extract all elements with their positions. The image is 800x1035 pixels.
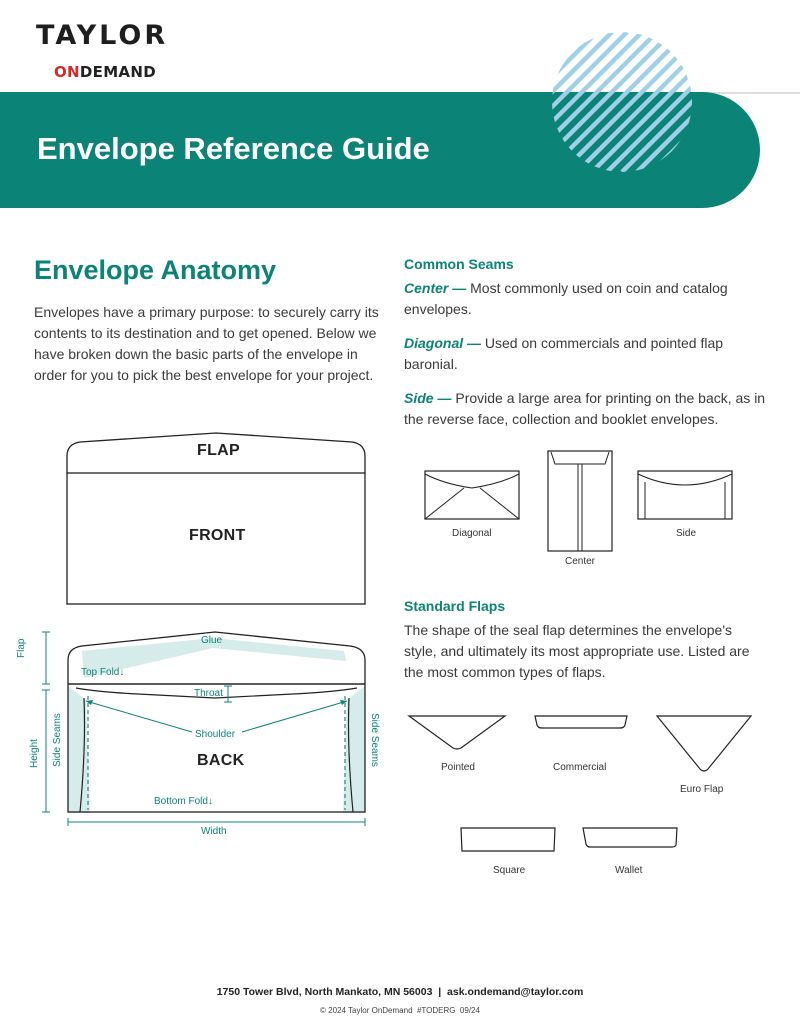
front-flap-label: FLAP — [197, 442, 240, 459]
square-label: Square — [493, 865, 526, 876]
front-label: FRONT — [189, 527, 246, 544]
anatomy-intro: Envelopes have a primary purpose: to securely carry its contents to its destination and to get opened. Below we have broken down the basic parts of the envelope in order for you to pick the best envelope for your project. — [34, 304, 379, 383]
seam-diagonal-text — [404, 333, 769, 375]
seam-side-text — [404, 388, 769, 430]
logo-on: ON — [54, 63, 80, 81]
flap-dimension-label: Flap — [16, 638, 27, 658]
footer-contact: 1750 Tower Blvd, North Mankato, MN 56003 | ask.ondemand@taylor.com — [216, 986, 584, 998]
seam-center-term: Center — — [404, 280, 467, 296]
back-label: BACK — [197, 752, 245, 769]
wallet-flap-diagram — [582, 827, 678, 849]
commercial-flap-diagram — [534, 715, 628, 731]
center-label: Center — [565, 556, 596, 567]
pointed-label: Pointed — [441, 762, 475, 773]
seam-diagonal-term: Diagonal — — [404, 335, 482, 351]
euro-flap-diagram — [656, 715, 752, 773]
commercial-label: Commercial — [553, 762, 607, 773]
flaps-intro: The shape of the seal flap determines the envelope's style, and ultimately its most appropriate use. Listed are the most common types of flaps. — [404, 622, 750, 680]
seam-center-desc: Most commonly used on coin and catalog envelopes. — [404, 280, 728, 317]
seam-side-term: Side — — [404, 390, 452, 406]
anatomy-heading: Envelope Anatomy — [34, 255, 277, 285]
seam-center-text — [404, 278, 769, 320]
page-title: Envelope Reference Guide — [37, 131, 430, 166]
seam-diagonal-desc: Used on commercials and pointed flap baronial. — [404, 335, 724, 372]
ondemand-logo — [54, 63, 156, 81]
flaps-heading: Standard Flaps — [404, 598, 506, 614]
side-seams-left-label: Side Seams — [52, 713, 63, 767]
height-dimension-label: Height — [29, 739, 40, 768]
euro-flap-label: Euro Flap — [680, 784, 724, 795]
top-fold-label: Top Fold↓ — [81, 667, 125, 678]
side-seams-right-label: Side Seams — [369, 713, 380, 767]
footer-copyright: © 2024 Taylor OnDemand #TODERG 09/24 — [320, 1006, 480, 1015]
logo-demand: DEMAND — [79, 63, 156, 81]
glue-label: Glue — [201, 635, 223, 646]
shoulder-label: Shoulder — [195, 729, 236, 740]
diagonal-seam-diagram — [424, 470, 520, 520]
throat-label: Throat — [194, 688, 223, 699]
width-label: Width — [201, 826, 227, 837]
square-flap-diagram — [460, 827, 556, 853]
diagonal-label: Diagonal — [452, 528, 492, 539]
center-seam-diagram — [547, 450, 613, 552]
wallet-label: Wallet — [615, 865, 643, 876]
bottom-fold-label: Bottom Fold↓ — [154, 796, 213, 807]
taylor-logo: TAYLOR — [36, 20, 169, 51]
side-label: Side — [676, 528, 697, 539]
side-seam-diagram — [637, 470, 733, 520]
seam-side-desc: Provide a large area for printing on the back, as in the reverse face, collection and booklet envelopes. — [404, 390, 766, 427]
striped-circle-decoration — [552, 32, 692, 172]
seams-heading: Common Seams — [404, 256, 514, 272]
pointed-flap-diagram — [408, 715, 506, 751]
